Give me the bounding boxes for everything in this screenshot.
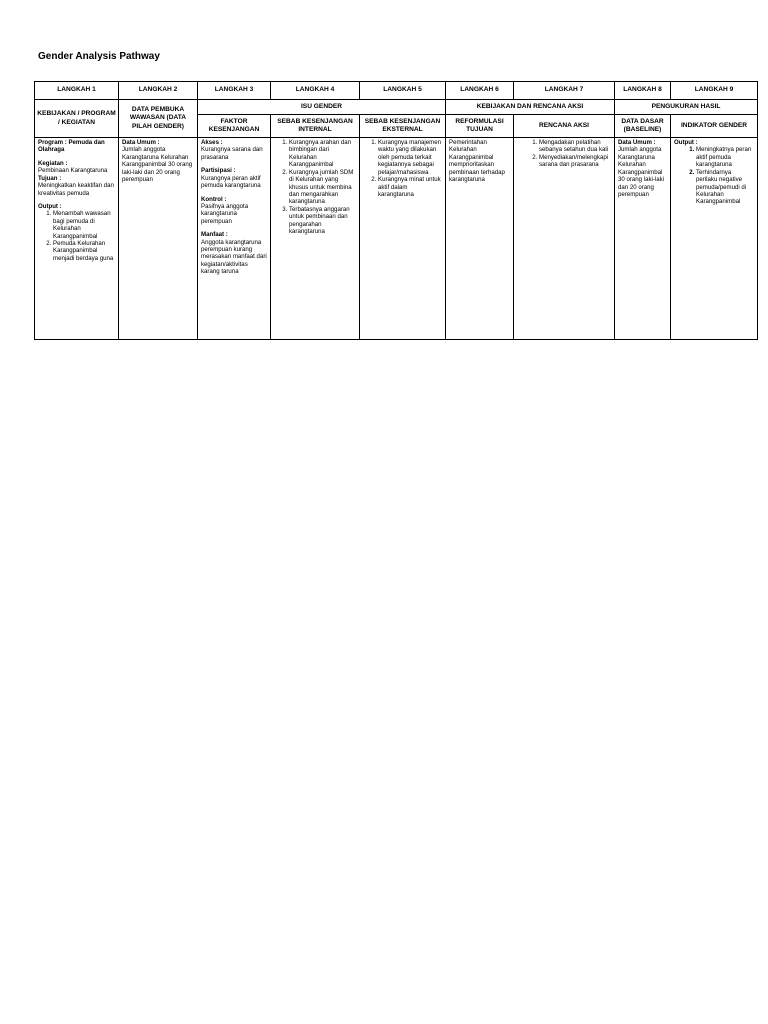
sebab-eksternal-header: SEBAB KESENJANGAN EKSTERNAL: [360, 115, 446, 138]
data-dasar-label: Data Umum :: [618, 139, 656, 146]
output-label: Output :: [38, 202, 62, 210]
tujuan-label: Tujuan :: [38, 174, 62, 182]
step-header: LANGKAH 6: [446, 82, 514, 100]
partisipasi-text: Kurangnya peran aktif pemuda karangtaruna: [201, 174, 261, 190]
col2-cell: [119, 138, 198, 340]
col1-cell: [35, 138, 119, 340]
list-item: 1. Kurangnya manajemen waktu yang dilakukan oleh pemuda terkait kegiatannya sebagai pelajar/mahasiswa: [378, 139, 442, 176]
list-item: 2. Menyediakan/melengkapi sarana dan prasarana: [539, 154, 611, 169]
indikator-header: INDIKATOR GENDER: [671, 115, 758, 138]
col6-cell: [446, 138, 514, 340]
step-header: LANGKAH 1: [35, 82, 119, 100]
list-item: 1. Meningkatnya peran aktif pemuda karangtaruna: [696, 146, 754, 168]
akses-text: Kurangnya sarana dan prasarana: [201, 146, 263, 161]
col8-cell: [615, 138, 671, 340]
list-item: 2. Pemuda Kelurahan Karangpanimbal menjadi berdaya guna: [53, 240, 115, 262]
sebab-internal-header: SEBAB KESENJANGAN INTERNAL: [271, 115, 360, 138]
kontrol-text: Pasifnya anggota karangtaruna perempuan: [201, 202, 249, 225]
pengukuran-header: PENGUKURAN HASIL: [615, 100, 758, 115]
indikator-output-label: Output :: [674, 139, 698, 146]
step-header: LANGKAH 5: [360, 82, 446, 100]
step-header: LANGKAH 7: [514, 82, 615, 100]
step-header: LANGKAH 4: [271, 82, 360, 100]
group-header-row: [35, 100, 758, 115]
list-item: 3. Terbatasnya anggaran untuk pembinaan dan pengarahan karangtaruna: [289, 206, 356, 236]
steps-row: [35, 82, 758, 100]
output-list: [38, 210, 115, 262]
manfaat-label: Manfaat :: [201, 231, 228, 239]
page-title: Gender Analysis Pathway: [38, 51, 160, 62]
data-dasar-header: DATA DASAR (BASELINE): [615, 115, 671, 138]
list-item: 2. Kurangnya jumlah SDM di Kelurahan yang khusus untuk membina dan mengarahkan karangtaruna: [289, 169, 356, 206]
reformulasi-header: REFORMULASI TUJUAN: [446, 115, 514, 138]
step-header: LANGKAH 2: [119, 82, 198, 100]
akses-label: Akses :: [201, 139, 223, 146]
col7-cell: [514, 138, 615, 340]
partisipasi-label: Partisipasi :: [201, 167, 236, 175]
tujuan-text: Meningkatkan keaktifan dan kreativitas pemuda: [38, 182, 114, 197]
data-pembuka-header: DATA PEMBUKA WAWASAN (DATA PILAH GENDER): [119, 100, 198, 138]
data-dasar-text: Jumlah anggota Karangtaruna Kelurahan Karangpanimbal 30 orang laki-laki dan 20 orang perempuan: [618, 146, 665, 198]
reformulasi-text: Pemerintahan Kelurahan Karangpanimbal memprioritaskan pembinaan terhadap karangtaruna: [449, 139, 505, 184]
indikator-list: [674, 146, 754, 205]
manfaat-text: Anggota karangtaruna perempuan kurang merasakan manfaat dari kegiatan/aktivitas karang taruna: [201, 238, 267, 276]
sebab-eksternal-list: [363, 139, 442, 198]
kegiatan-text: Pembinaan Karangtaruna: [38, 167, 108, 175]
col9-cell: [671, 138, 758, 340]
list-item: 1. Mengadakan pelatihan sebanya setahun dua kali: [539, 139, 611, 154]
faktor-header: FAKTOR KESENJANGAN: [198, 115, 271, 138]
rencana-aksi-list: [517, 139, 611, 169]
data-umum-text: Jumlah anggota Karangtaruna Kelurahan Karangpanimbal 30 orang laki-laki dan 20 orang perempuan: [122, 146, 193, 184]
step-header: LANGKAH 3: [198, 82, 271, 100]
step-header: LANGKAH 8: [615, 82, 671, 100]
col4-cell: [271, 138, 360, 340]
list-item: 2. Terhindarnya perilaku negative pemuda/pemudi di Kelurahan Karangpanimbal: [696, 169, 754, 206]
program-label: Program : Pemuda dan Olahraga: [38, 139, 105, 154]
gender-analysis-table: [34, 81, 758, 340]
data-umum-label: Data Umum :: [122, 139, 160, 146]
sebab-internal-list: [274, 139, 356, 235]
list-item: 1. Kurangnya arahan dan bimbingan dari Kelurahan Karangpanimbal: [289, 139, 356, 169]
kegiatan-label: Kegiatan :: [38, 159, 68, 167]
kontrol-label: Kontrol :: [201, 195, 227, 203]
step-header: LANGKAH 9: [671, 82, 758, 100]
rencana-header: RENCANA AKSI: [514, 115, 615, 138]
list-item: 2. Kurangnya minat untuk aktif dalam karangtaruna: [378, 176, 442, 198]
kebijakan-program-header: KEBIJAKAN / PROGRAM / KEGIATAN: [35, 100, 119, 138]
list-item: 1. Menambah wawasan bagi pemuda di Kelurahan Karangpanimbal: [53, 210, 115, 240]
col5-cell: [360, 138, 446, 340]
isu-gender-header: ISU GENDER: [198, 100, 446, 115]
col3-cell: [198, 138, 271, 340]
content-row: [35, 138, 758, 340]
kebijakan-rencana-header: KEBIJAKAN DAN RENCANA AKSI: [446, 100, 615, 115]
